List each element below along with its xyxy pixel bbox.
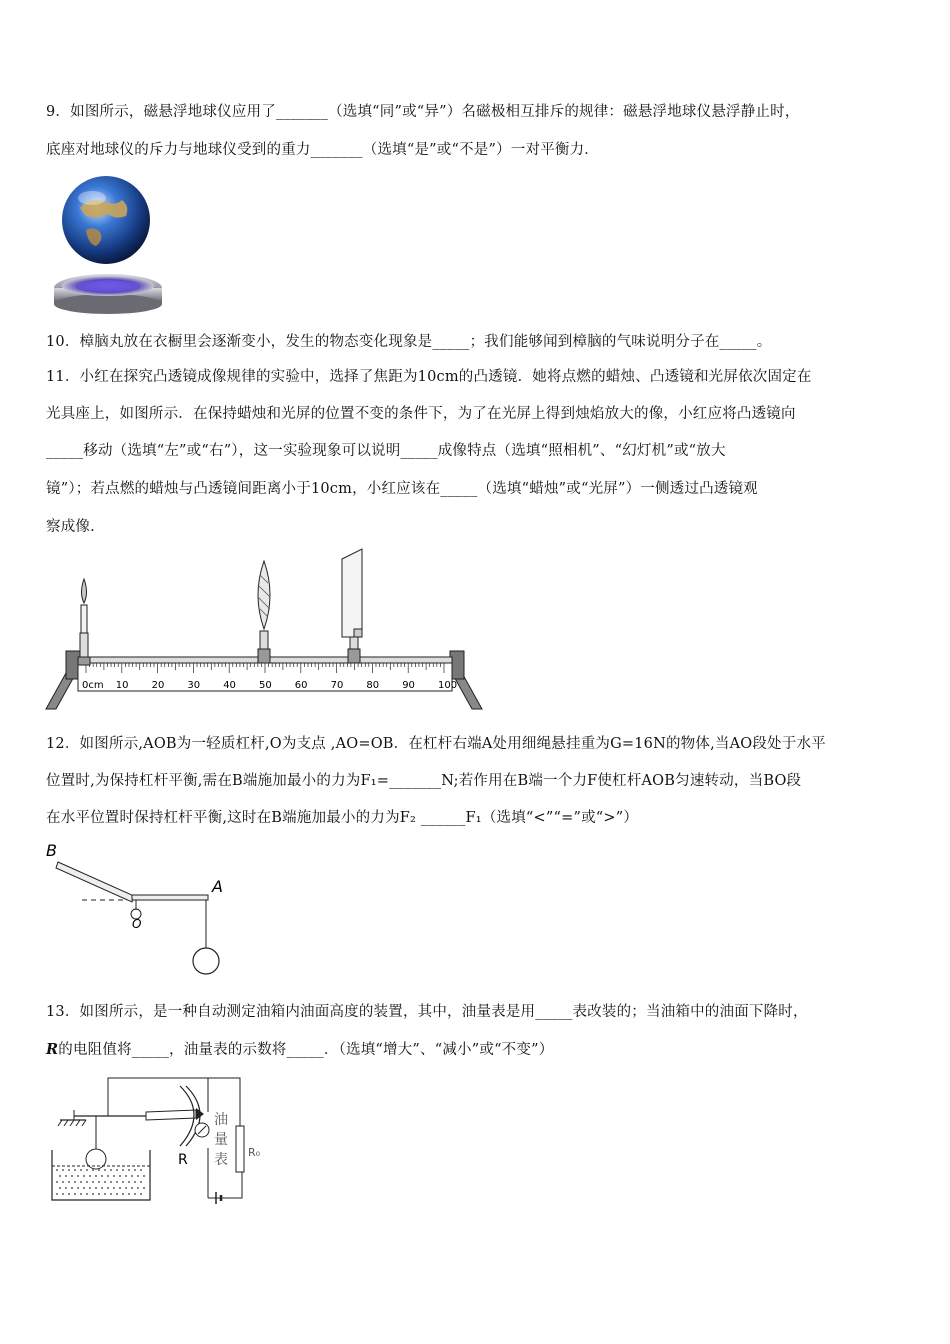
oil-dot — [56, 1193, 58, 1195]
oil-dot — [104, 1193, 106, 1195]
oil-dot — [65, 1175, 67, 1177]
oil-dot — [98, 1193, 100, 1195]
oil-dot — [80, 1169, 82, 1171]
oil-dot — [122, 1169, 124, 1171]
q13-line-2 — [46, 1041, 553, 1059]
label-r: R — [178, 1152, 188, 1168]
oil-dot — [98, 1169, 100, 1171]
q9-line-2: 底座对地球仪的斥力与地球仪受到的重力_______（选填“是”或“不是”）一对平衡力． — [46, 142, 599, 158]
oil-dot — [140, 1181, 142, 1183]
oil-dot — [134, 1193, 136, 1195]
q11-line-3: _____移动（选填“左”或“右”），这一实验现象可以说明_____成像特点（选填“照相机”、“幻灯机”或“放大 — [46, 443, 726, 459]
oil-dot — [89, 1175, 91, 1177]
oil-dot — [119, 1187, 121, 1189]
oil-dot — [89, 1187, 91, 1189]
candle-flame — [82, 579, 87, 603]
label-r0: R₀ — [248, 1146, 261, 1159]
oil-dot — [62, 1169, 64, 1171]
oil-dot — [71, 1175, 73, 1177]
oil-dot — [134, 1169, 136, 1171]
ruler-label: 50 — [259, 680, 272, 691]
oil-dot — [86, 1193, 88, 1195]
oil-dot — [65, 1187, 67, 1189]
oil-dot — [68, 1193, 70, 1195]
oil-dot — [95, 1175, 97, 1177]
maglev-globe-image — [46, 168, 170, 318]
lever-arm-ob — [56, 862, 134, 902]
label-meter-3: 表 — [214, 1152, 228, 1168]
oil-dot — [74, 1169, 76, 1171]
ruler-label: 80 — [366, 680, 380, 691]
oil-dot — [83, 1187, 85, 1189]
light-screen — [342, 549, 362, 663]
oil-dot — [101, 1187, 103, 1189]
oil-dots — [52, 1166, 150, 1195]
oil-dot — [128, 1181, 130, 1183]
oil-dot — [110, 1181, 112, 1183]
oil-dot — [116, 1169, 118, 1171]
resistor-r0 — [236, 1126, 244, 1172]
oil-dot — [119, 1175, 121, 1177]
label-b: B — [46, 841, 57, 860]
lever-figure — [44, 838, 244, 980]
oil-dot — [77, 1187, 79, 1189]
ruler-label: 70 — [330, 680, 344, 691]
oil-gauge-circuit-figure — [46, 1072, 276, 1212]
oil-dot — [125, 1175, 127, 1177]
oil-dot — [113, 1175, 115, 1177]
optical-bench-figure — [44, 545, 484, 713]
oil-dot — [128, 1169, 130, 1171]
oil-dot — [92, 1181, 94, 1183]
oil-dot — [110, 1169, 112, 1171]
oil-dot — [125, 1187, 127, 1189]
oil-dot — [131, 1175, 133, 1177]
q12-line-2: 位置时,为保持杠杆平衡,需在B端施加最小的力为F₁=_______N;若作用在B端一个力F使杠杆AOB匀速转动，当BO段 — [46, 773, 802, 789]
oil-dot — [134, 1181, 136, 1183]
q11-line-1: 11．小红在探究凸透镜成像规律的实验中，选择了焦距为10cm的凸透镜．她将点燃的蜡烛、凸透镜和光屏依次固定在 — [46, 369, 812, 385]
oil-dot — [68, 1181, 70, 1183]
ruler-label: 90 — [402, 680, 415, 691]
oil-dot — [116, 1181, 118, 1183]
oil-dot — [62, 1193, 64, 1195]
label-meter-1: 油 — [214, 1112, 228, 1128]
q13-line-1: 13．如图所示，是一种自动测定油箱内油面高度的装置，其中，油量表是用_____表改装的；当油箱中的油面下降时， — [46, 1004, 808, 1020]
oil-dot — [83, 1175, 85, 1177]
oil-dot — [137, 1175, 139, 1177]
label-meter-2: 量 — [214, 1132, 228, 1148]
oil-dot — [77, 1175, 79, 1177]
var-r: R — [46, 1041, 59, 1058]
ruler-label: 20 — [151, 680, 165, 691]
oil-dot — [92, 1193, 94, 1195]
candle — [78, 579, 90, 665]
oil-dot — [104, 1181, 106, 1183]
oil-dot — [143, 1175, 145, 1177]
oil-dot — [113, 1187, 115, 1189]
oil-dot — [86, 1169, 88, 1171]
q11-line-4: 镜”）；若点燃的蜡烛与凸透镜间距离小于10cm，小红应该在_____（选填“蜡烛”或“光屏”）一侧透过凸透镜观 — [46, 481, 758, 497]
oil-dot — [140, 1193, 142, 1195]
oil-dot — [107, 1175, 109, 1177]
ruler-label: 40 — [223, 680, 236, 691]
label-a: A — [212, 877, 223, 896]
oil-dot — [107, 1187, 109, 1189]
q12-line-1: 12．如图所示,AOB为一轻质杠杆,O为支点 ,AO=OB．在杠杆右端A处用细绳悬挂重为G=16N的物体,当AO段处于水平 — [46, 736, 826, 752]
convex-lens — [258, 561, 270, 663]
ruler-label: 60 — [294, 680, 308, 691]
oil-dot — [74, 1181, 76, 1183]
oil-dot — [98, 1181, 100, 1183]
oil-dot — [137, 1187, 139, 1189]
q11-line-2: 光具座上，如图所示．在保持蜡烛和光屏的位置不变的条件下，为了在光屏上得到烛焰放大的像，小红应将凸透镜向 — [46, 406, 796, 422]
oil-dot — [92, 1169, 94, 1171]
ruler-label: 100 — [438, 680, 458, 691]
oil-dot — [80, 1181, 82, 1183]
oil-dot — [74, 1193, 76, 1195]
ruler-label: 0cm — [82, 680, 104, 691]
oil-dot — [62, 1181, 64, 1183]
oil-dot — [68, 1169, 70, 1171]
q9-line-1: 9．如图所示，磁悬浮地球仪应用了_______（选填“同”或“异”）名磁极相互排斥的规律：磁悬浮地球仪悬浮静止时， — [46, 104, 800, 120]
q12-line-3: 在水平位置时保持杠杆平衡,这时在B端施加最小的力为F₂ ______F₁（选填“<”“=”或“>”） — [46, 810, 639, 826]
oil-dot — [56, 1181, 58, 1183]
oil-dot — [104, 1169, 106, 1171]
oil-dot — [59, 1187, 61, 1189]
oil-dot — [143, 1187, 145, 1189]
oil-dot — [122, 1181, 124, 1183]
oil-dot — [116, 1193, 118, 1195]
lever-arm-oa — [132, 895, 208, 900]
hanging-weight — [193, 948, 219, 974]
oil-dot — [131, 1187, 133, 1189]
oil-dot — [59, 1175, 61, 1177]
oil-dot — [110, 1193, 112, 1195]
oil-dot — [128, 1193, 130, 1195]
oil-dot — [101, 1175, 103, 1177]
oil-dot — [122, 1193, 124, 1195]
oil-dot — [80, 1193, 82, 1195]
label-o: O — [132, 917, 142, 931]
ruler-label: 30 — [187, 680, 201, 691]
oil-dot — [56, 1169, 58, 1171]
q11-line-5: 察成像. — [46, 519, 95, 535]
oil-dot — [95, 1187, 97, 1189]
oil-dot — [71, 1187, 73, 1189]
ruler-label: 10 — [115, 680, 129, 691]
oil-dot — [140, 1169, 142, 1171]
oil-dot — [86, 1181, 88, 1183]
q10-line-1: 10．樟脑丸放在衣橱里会逐渐变小，发生的物态变化现象是_____；我们能够闻到樟脑的气味说明分子在_____。 — [46, 334, 772, 350]
q13-line-2-text: 的电阻值将_____，油量表的示数将_____．（选填“增大”、“减小”或“不变”） — [58, 1042, 554, 1058]
